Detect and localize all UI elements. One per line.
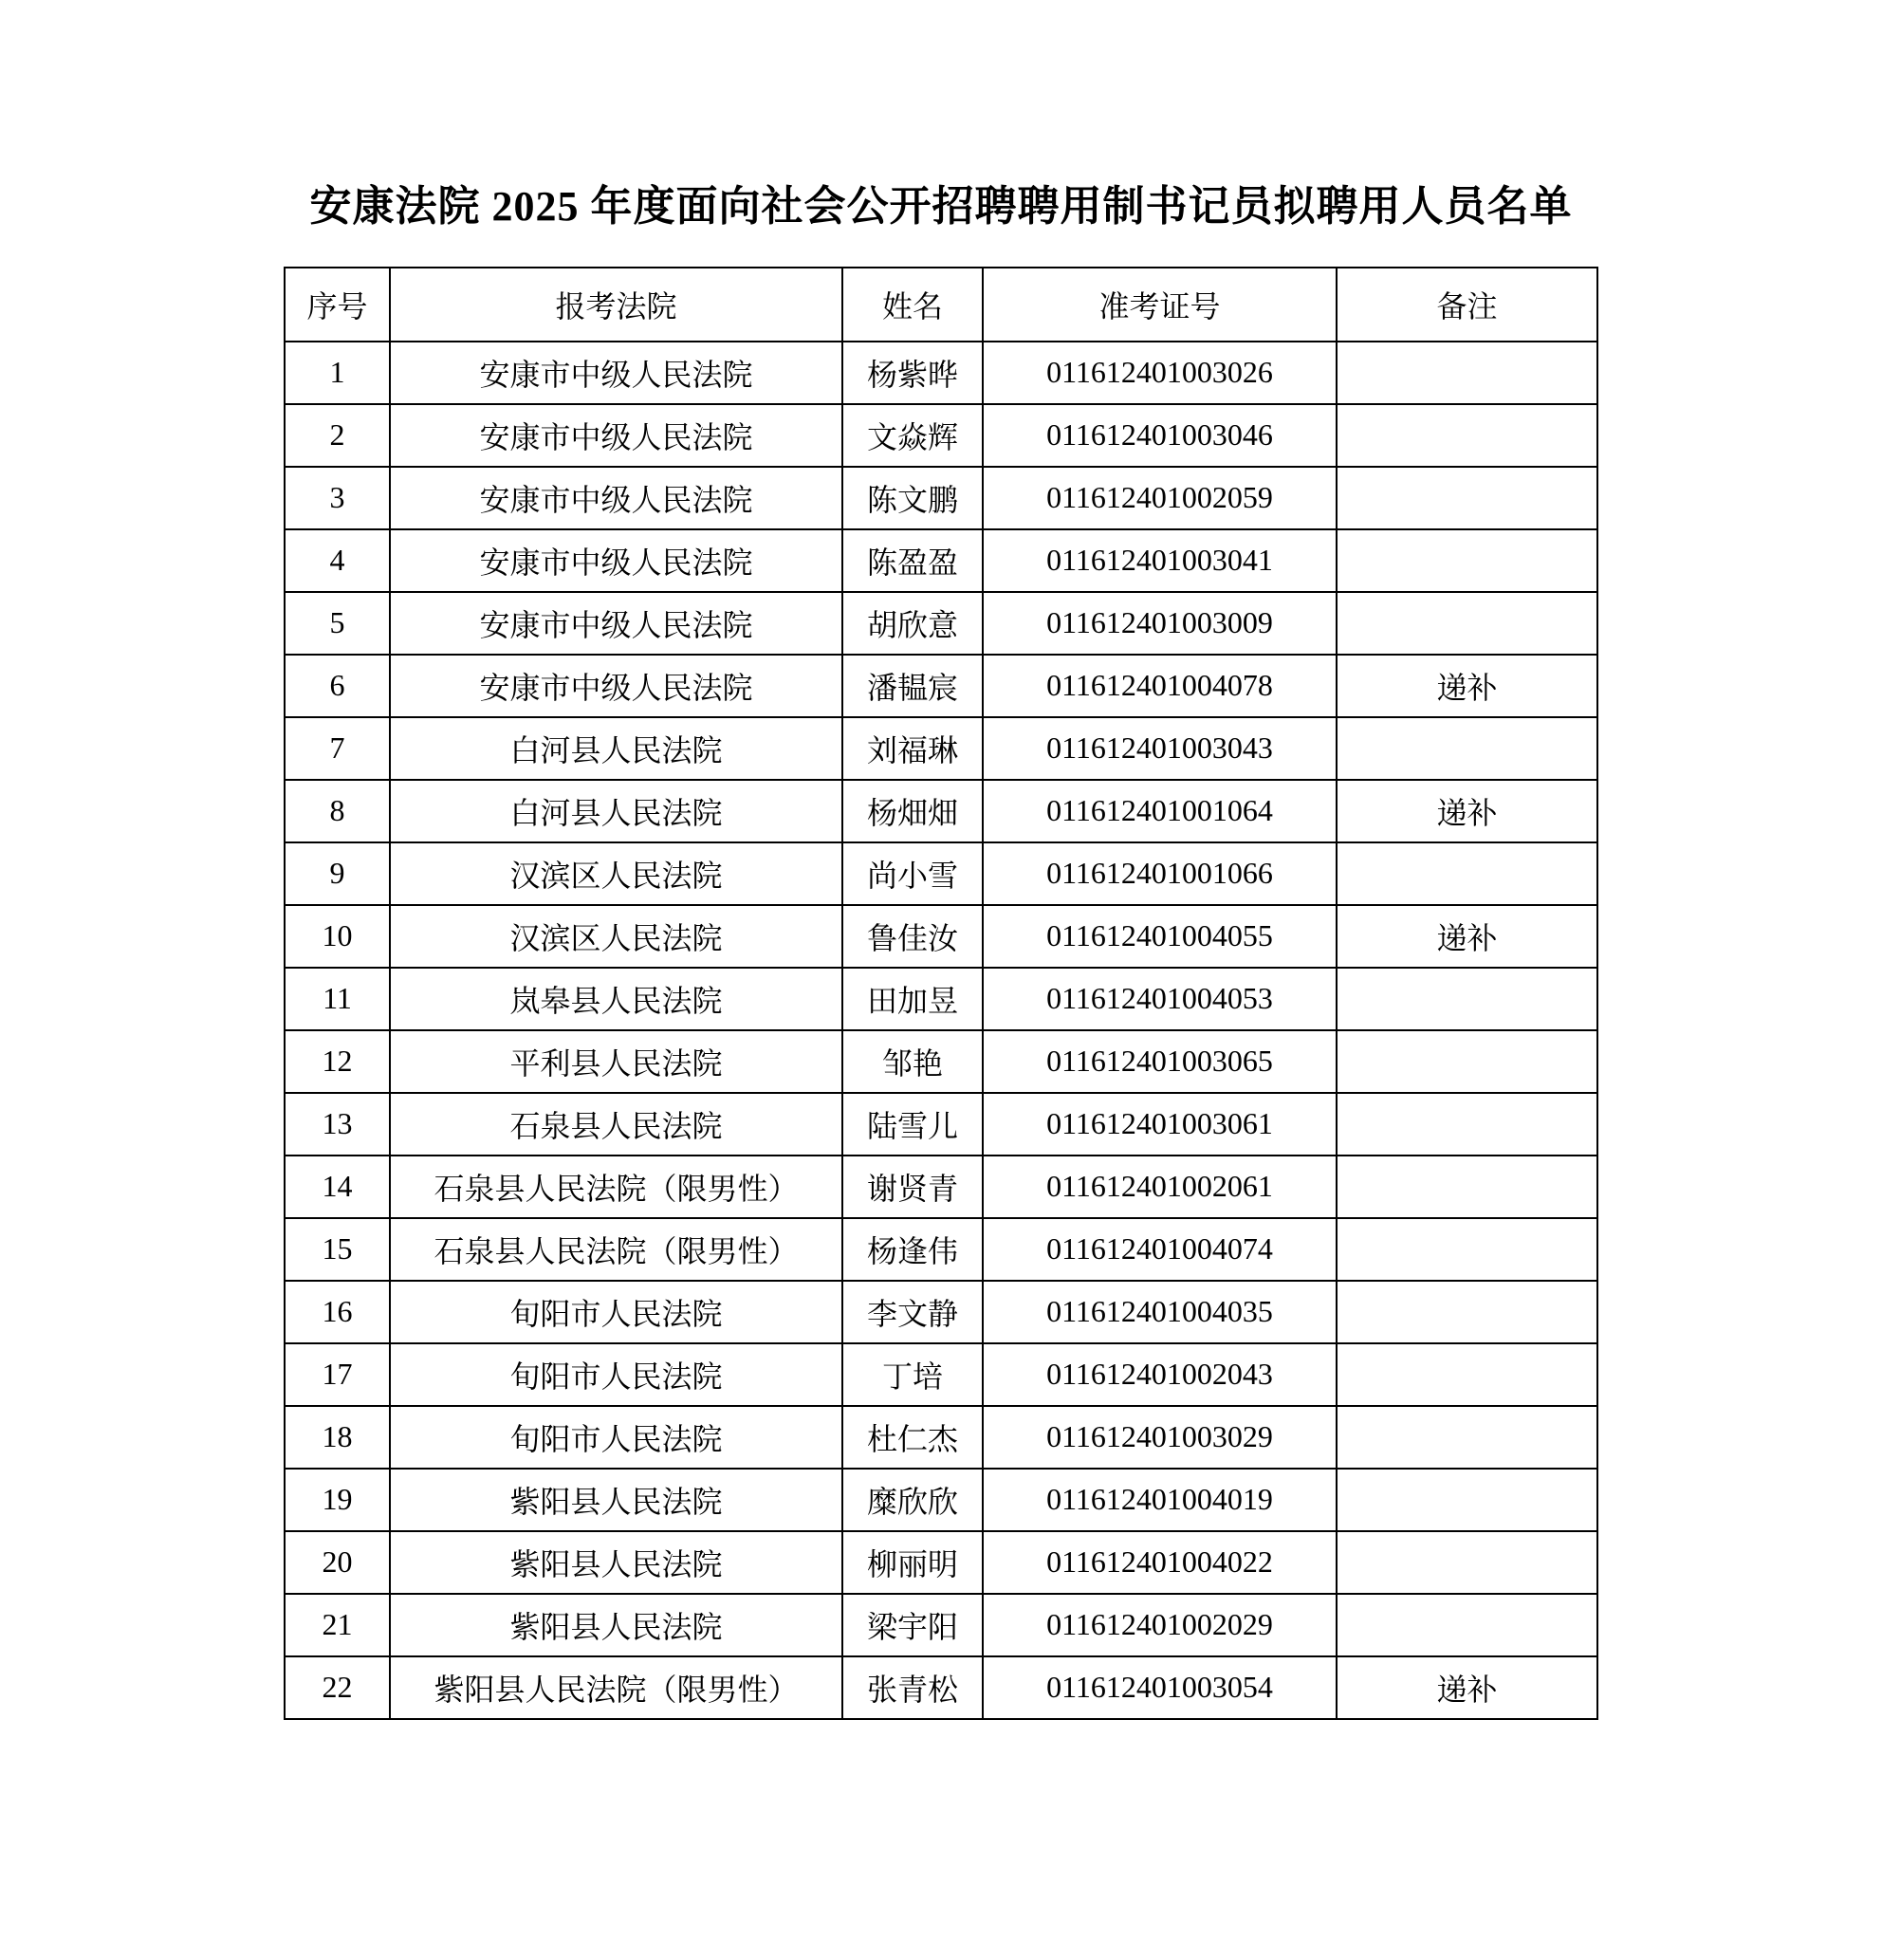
cell-court: 安康市中级人民法院 (390, 592, 842, 655)
cell-serial-number: 19 (285, 1469, 390, 1531)
cell-ticket-number: 011612401003009 (983, 592, 1337, 655)
header-name: 姓名 (842, 268, 983, 342)
table-row (285, 1281, 1597, 1343)
personnel-table (284, 267, 1598, 1720)
cell-ticket-number: 011612401003029 (983, 1406, 1337, 1469)
cell-remark (1337, 467, 1597, 529)
cell-ticket-number: 011612401004078 (983, 655, 1337, 717)
cell-serial-number: 20 (285, 1531, 390, 1594)
cell-court: 旬阳市人民法院 (390, 1281, 842, 1343)
table-header-row (285, 268, 1597, 342)
cell-court: 岚皋县人民法院 (390, 968, 842, 1030)
cell-name: 杨紫晔 (842, 342, 983, 404)
cell-serial-number: 9 (285, 842, 390, 905)
cell-serial-number: 1 (285, 342, 390, 404)
cell-name: 刘福琳 (842, 717, 983, 780)
cell-court: 安康市中级人民法院 (390, 404, 842, 467)
table-row (285, 1343, 1597, 1406)
cell-court: 平利县人民法院 (390, 1030, 842, 1093)
cell-remark (1337, 1281, 1597, 1343)
cell-ticket-number: 011612401003054 (983, 1656, 1337, 1719)
table-row (285, 655, 1597, 717)
table-row (285, 905, 1597, 968)
cell-remark: 递补 (1337, 1656, 1597, 1719)
cell-ticket-number: 011612401004055 (983, 905, 1337, 968)
cell-name: 杜仁杰 (842, 1406, 983, 1469)
table-row (285, 1531, 1597, 1594)
cell-court: 石泉县人民法院 (390, 1093, 842, 1156)
cell-serial-number: 15 (285, 1218, 390, 1281)
cell-serial-number: 16 (285, 1281, 390, 1343)
table-row (285, 1030, 1597, 1093)
table-row (285, 717, 1597, 780)
table-row (285, 780, 1597, 842)
cell-remark (1337, 529, 1597, 592)
table-row (285, 1656, 1597, 1719)
cell-court: 汉滨区人民法院 (390, 905, 842, 968)
cell-court: 旬阳市人民法院 (390, 1406, 842, 1469)
cell-remark (1337, 1594, 1597, 1656)
cell-name: 李文静 (842, 1281, 983, 1343)
cell-court: 汉滨区人民法院 (390, 842, 842, 905)
cell-court: 旬阳市人民法院 (390, 1343, 842, 1406)
cell-name: 丁培 (842, 1343, 983, 1406)
cell-serial-number: 6 (285, 655, 390, 717)
table-row (285, 1406, 1597, 1469)
table-row (285, 529, 1597, 592)
cell-court: 安康市中级人民法院 (390, 342, 842, 404)
cell-ticket-number: 011612401002059 (983, 467, 1337, 529)
cell-remark (1337, 1156, 1597, 1218)
cell-ticket-number: 011612401004022 (983, 1531, 1337, 1594)
cell-name: 胡欣意 (842, 592, 983, 655)
header-court: 报考法院 (390, 268, 842, 342)
cell-ticket-number: 011612401003026 (983, 342, 1337, 404)
cell-serial-number: 21 (285, 1594, 390, 1656)
cell-court: 白河县人民法院 (390, 717, 842, 780)
cell-serial-number: 8 (285, 780, 390, 842)
cell-remark (1337, 1343, 1597, 1406)
cell-remark (1337, 1030, 1597, 1093)
cell-remark (1337, 1531, 1597, 1594)
cell-ticket-number: 011612401004074 (983, 1218, 1337, 1281)
cell-remark (1337, 717, 1597, 780)
cell-serial-number: 18 (285, 1406, 390, 1469)
table-row (285, 1218, 1597, 1281)
cell-name: 杨逢伟 (842, 1218, 983, 1281)
table-row (285, 1093, 1597, 1156)
table-row (285, 467, 1597, 529)
cell-serial-number: 2 (285, 404, 390, 467)
cell-remark (1337, 404, 1597, 467)
table-row (285, 1469, 1597, 1531)
cell-court: 紫阳县人民法院（限男性） (390, 1656, 842, 1719)
table-row (285, 1594, 1597, 1656)
cell-serial-number: 22 (285, 1656, 390, 1719)
cell-serial-number: 14 (285, 1156, 390, 1218)
cell-ticket-number: 011612401002029 (983, 1594, 1337, 1656)
cell-serial-number: 7 (285, 717, 390, 780)
table-row (285, 404, 1597, 467)
table-row (285, 842, 1597, 905)
cell-name: 鲁佳汝 (842, 905, 983, 968)
cell-ticket-number: 011612401001066 (983, 842, 1337, 905)
cell-remark (1337, 592, 1597, 655)
cell-name: 陈盈盈 (842, 529, 983, 592)
cell-serial-number: 17 (285, 1343, 390, 1406)
table-row (285, 968, 1597, 1030)
table-row (285, 592, 1597, 655)
cell-name: 潘韫宸 (842, 655, 983, 717)
table-body (285, 342, 1597, 1719)
cell-remark (1337, 842, 1597, 905)
cell-remark (1337, 342, 1597, 404)
cell-name: 田加昱 (842, 968, 983, 1030)
header-ticket-number: 准考证号 (983, 268, 1337, 342)
cell-court: 紫阳县人民法院 (390, 1469, 842, 1531)
cell-serial-number: 12 (285, 1030, 390, 1093)
cell-remark (1337, 968, 1597, 1030)
cell-remark (1337, 1093, 1597, 1156)
page-title: 安康法院 2025 年度面向社会公开招聘聘用制书记员拟聘用人员名单 (309, 183, 1573, 230)
cell-name: 尚小雪 (842, 842, 983, 905)
cell-court: 紫阳县人民法院 (390, 1594, 842, 1656)
table-row (285, 1156, 1597, 1218)
cell-remark: 递补 (1337, 780, 1597, 842)
header-remark: 备注 (1337, 268, 1597, 342)
cell-court: 石泉县人民法院（限男性） (390, 1156, 842, 1218)
cell-court: 安康市中级人民法院 (390, 655, 842, 717)
cell-name: 陈文鹏 (842, 467, 983, 529)
cell-ticket-number: 011612401001064 (983, 780, 1337, 842)
cell-name: 柳丽明 (842, 1531, 983, 1594)
cell-ticket-number: 011612401003043 (983, 717, 1337, 780)
cell-remark (1337, 1406, 1597, 1469)
cell-name: 邹艳 (842, 1030, 983, 1093)
cell-name: 杨畑畑 (842, 780, 983, 842)
cell-name: 谢贤青 (842, 1156, 983, 1218)
cell-serial-number: 5 (285, 592, 390, 655)
cell-ticket-number: 011612401004035 (983, 1281, 1337, 1343)
cell-serial-number: 4 (285, 529, 390, 592)
header-serial-number: 序号 (285, 268, 390, 342)
cell-court: 白河县人民法院 (390, 780, 842, 842)
cell-name: 陆雪儿 (842, 1093, 983, 1156)
cell-remark: 递补 (1337, 655, 1597, 717)
cell-name: 梁宇阳 (842, 1594, 983, 1656)
cell-serial-number: 3 (285, 467, 390, 529)
cell-remark (1337, 1469, 1597, 1531)
cell-ticket-number: 011612401003065 (983, 1030, 1337, 1093)
cell-ticket-number: 011612401002043 (983, 1343, 1337, 1406)
cell-court: 安康市中级人民法院 (390, 529, 842, 592)
cell-ticket-number: 011612401004019 (983, 1469, 1337, 1531)
cell-ticket-number: 011612401002061 (983, 1156, 1337, 1218)
cell-remark (1337, 1218, 1597, 1281)
cell-name: 文焱辉 (842, 404, 983, 467)
cell-ticket-number: 011612401003061 (983, 1093, 1337, 1156)
cell-serial-number: 13 (285, 1093, 390, 1156)
cell-ticket-number: 011612401003041 (983, 529, 1337, 592)
cell-court: 安康市中级人民法院 (390, 467, 842, 529)
cell-serial-number: 11 (285, 968, 390, 1030)
cell-name: 张青松 (842, 1656, 983, 1719)
cell-remark: 递补 (1337, 905, 1597, 968)
cell-serial-number: 10 (285, 905, 390, 968)
table-row (285, 342, 1597, 404)
cell-ticket-number: 011612401003046 (983, 404, 1337, 467)
cell-ticket-number: 011612401004053 (983, 968, 1337, 1030)
cell-court: 紫阳县人民法院 (390, 1531, 842, 1594)
cell-name: 糜欣欣 (842, 1469, 983, 1531)
cell-court: 石泉县人民法院（限男性） (390, 1218, 842, 1281)
